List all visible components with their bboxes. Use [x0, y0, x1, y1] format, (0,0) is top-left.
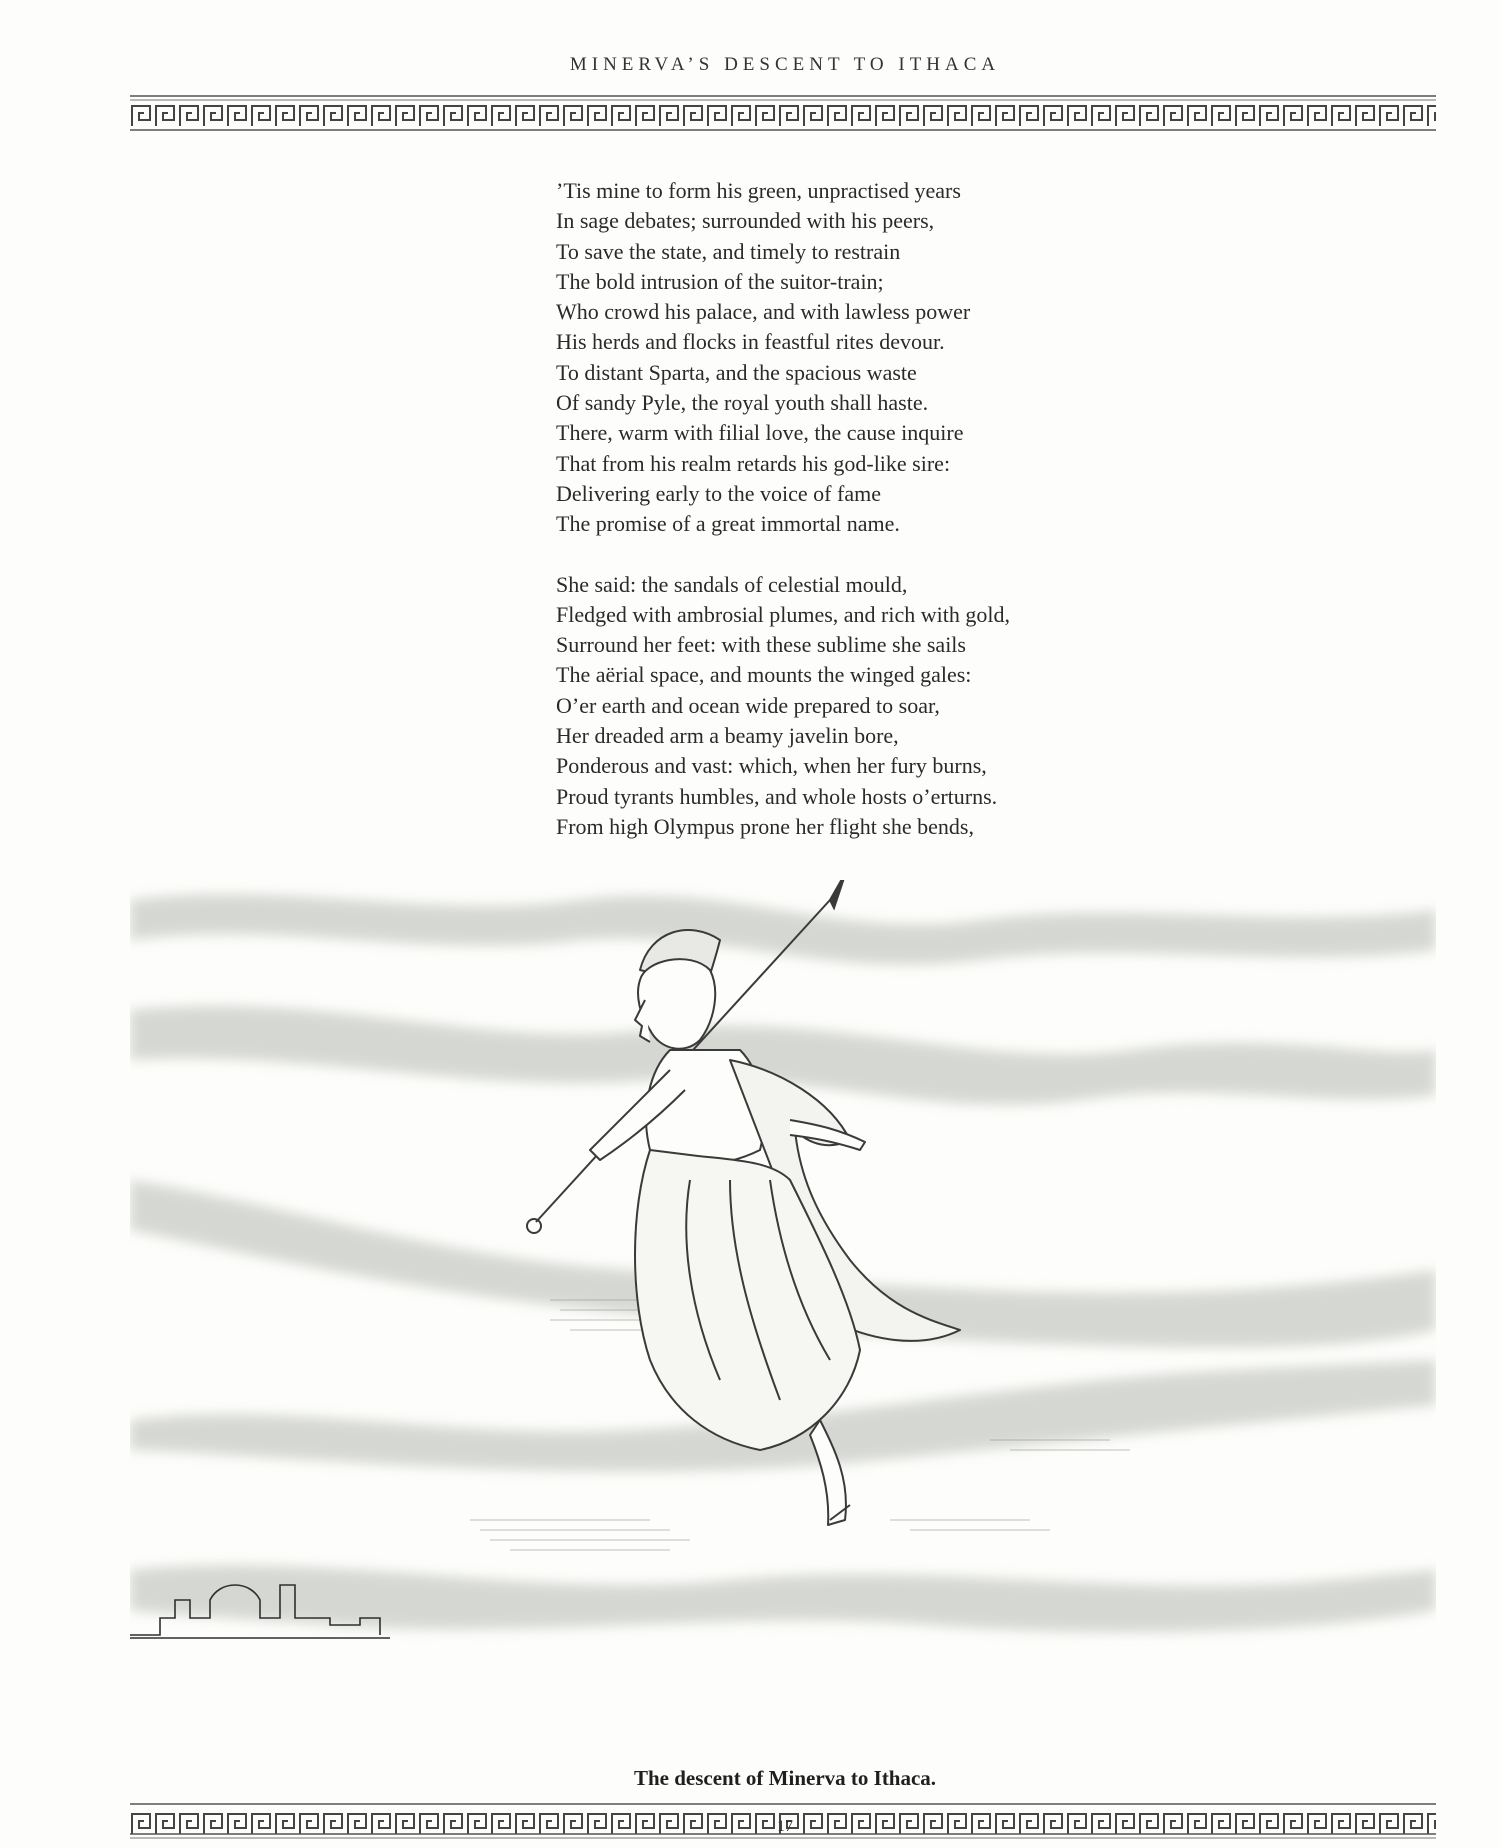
verse-line: She said: the sandals of celestial mould,: [556, 571, 908, 597]
poem-text: [556, 176, 1196, 842]
verse-line: From high Olympus prone her flight she bends,: [556, 813, 974, 839]
verse-line: O’er earth and ocean wide prepared to soar,: [556, 692, 940, 718]
verse-line: In sage debates; surrounded with his peers,: [556, 208, 935, 234]
verse-line: Of sandy Pyle, the royal youth shall haste.: [556, 390, 929, 416]
illustration-caption: The descent of Minerva to Ithaca.: [633, 1766, 937, 1790]
verse-line: Who crowd his palace, and with lawless power: [556, 299, 971, 325]
verse-line: To distant Sparta, and the spacious waste: [556, 359, 917, 385]
verse-line: The promise of a great immortal name.: [556, 511, 900, 537]
verse-line: Ponderous and vast: which, when her fury burns,: [556, 753, 987, 779]
stanza-1: [556, 176, 1196, 540]
verse-line: The bold intrusion of the suitor-train;: [556, 268, 884, 294]
verse-line: ’Tis mine to form his green, unpractised years: [556, 178, 961, 203]
verse-line: Surround her feet: with these sublime she sails: [556, 632, 966, 658]
verse-line: Fledged with ambrosial plumes, and rich with gold,: [556, 601, 1010, 627]
stanza-break: [556, 540, 1196, 570]
verse-line: The aërial space, and mounts the winged gales:: [556, 662, 972, 688]
verse-line: To save the state, and timely to restrain: [556, 238, 901, 264]
greek-key-border-top: [130, 92, 1436, 134]
verse-line: His herds and flocks in feastful rites devour.: [556, 329, 945, 355]
verse-line: Delivering early to the voice of fame: [556, 480, 881, 506]
verse-line: That from his realm retards his god-like sire:: [556, 450, 951, 476]
stanza-2: [556, 570, 1196, 843]
running-title: MINERVA’S DESCENT TO ITHACA: [569, 54, 1001, 75]
page-number: 17: [777, 1818, 793, 1835]
minerva-descent-illustration: [130, 880, 1436, 1760]
verse-line: Proud tyrants humbles, and whole hosts o’erturns.: [556, 783, 998, 809]
verse-line: Her dreaded arm a beamy javelin bore,: [556, 723, 899, 749]
verse-line: There, warm with filial love, the cause inquire: [556, 420, 964, 446]
